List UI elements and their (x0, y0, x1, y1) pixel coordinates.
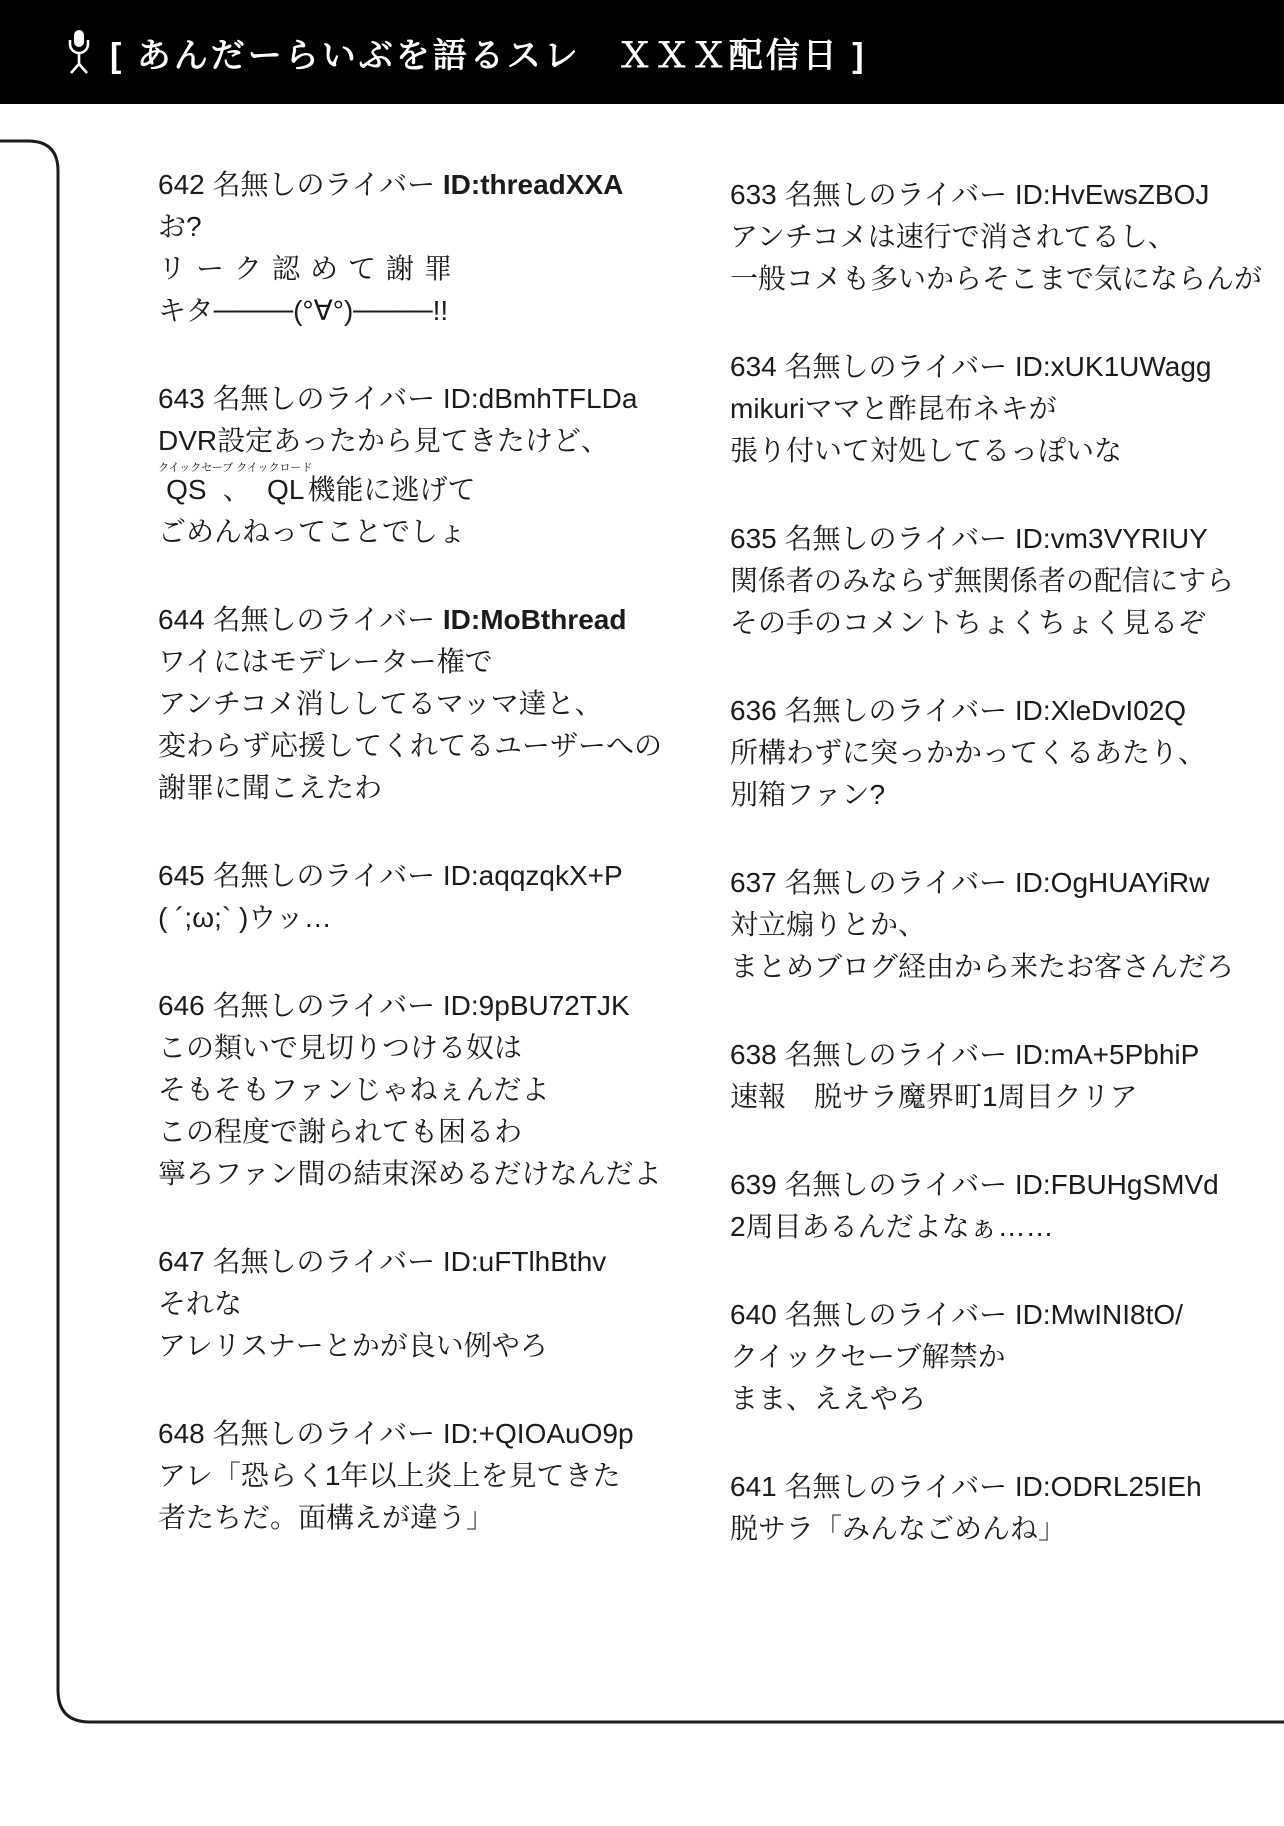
post (158, 164, 698, 332)
post-header (158, 855, 698, 897)
post (158, 1241, 698, 1367)
post-header (730, 690, 1284, 732)
post (730, 346, 1284, 472)
post-line: ( ´;ω;` )ウッ… (158, 902, 332, 933)
post-line: リーク認めて謝罪 (158, 253, 463, 284)
post-author: 名無しのライバー (776, 1039, 1015, 1070)
post (730, 1164, 1284, 1248)
post-line: お? (158, 211, 202, 242)
post (730, 690, 1284, 816)
post-number: 643 (158, 383, 205, 414)
post-line: 速報 脱サラ魔界町1周目クリア (730, 1081, 1138, 1112)
post-author: 名無しのライバー (776, 351, 1015, 382)
post-header (730, 862, 1284, 904)
post-line: クイックセーブ解禁か (730, 1341, 1006, 1372)
post-line: 別箱ファン? (730, 779, 886, 810)
microphone-icon (64, 28, 94, 76)
post-id: ID:XleDvI02Q (1014, 695, 1187, 726)
post-number: 645 (158, 860, 205, 891)
post (730, 1034, 1284, 1118)
post (730, 862, 1284, 988)
post-id: ID:uFTlhBthv (442, 1246, 607, 1277)
post-line: DVR設定あったから見てきたけど、 (158, 425, 609, 456)
post-line: 一般コメも多いからそこまで気にならんが (730, 263, 1263, 294)
post-author: 名無しのライバー (776, 695, 1015, 726)
post-number: 641 (730, 1471, 777, 1502)
post-author: 名無しのライバー (776, 523, 1015, 554)
post-line: まとめブログ経由から来たお客さんだろ (730, 951, 1235, 982)
post-header (730, 1034, 1284, 1076)
post (158, 1413, 698, 1539)
post-line: アンチコメ消ししてるマッマ達と、 (158, 688, 603, 719)
post-line: それな (158, 1288, 243, 1319)
post-author: 名無しのライバー (776, 867, 1015, 898)
post (158, 855, 698, 939)
post-line: ワイにはモデレーター権で (158, 646, 493, 677)
post-number: 648 (158, 1418, 205, 1449)
post-line: 脱サラ「みんなごめんね」 (730, 1513, 1067, 1544)
post-line: そもそもファンじゃねぇんだよ (158, 1074, 550, 1105)
post-line: アレリスナーとかが良い例やろ (158, 1330, 548, 1361)
post-id: ID:FBUHgSMVd (1014, 1169, 1219, 1200)
post-number: 647 (158, 1246, 205, 1277)
post-header (730, 174, 1284, 216)
post-line: その手のコメントちょくちょく見るぞ (730, 607, 1207, 638)
post-author: 名無しのライバー (204, 990, 443, 1021)
post-line: 関係者のみならず無関係者の配信にすら (730, 565, 1235, 596)
post-line: この類いで見切りつける奴は (158, 1032, 523, 1063)
header-bar (0, 0, 1284, 104)
post-id: ID:MwINI8tO/ (1014, 1299, 1183, 1330)
post-number: 644 (158, 604, 205, 635)
post-line: 2周目あるんだよなぁ…… (730, 1211, 1054, 1242)
post-line: ごめんねってことでしょ (158, 516, 467, 547)
post-header (158, 1241, 698, 1283)
post-header (730, 1164, 1284, 1206)
post-line: mikuriママと酢昆布ネキが (730, 393, 1057, 424)
post-header (158, 1413, 698, 1455)
post-author: 名無しのライバー (204, 1418, 443, 1449)
post-id: ID:aqqzqkX+P (442, 860, 623, 891)
post (730, 518, 1284, 644)
post-number: 646 (158, 990, 205, 1021)
post-line: QS、QLクイックセーブ クイックロード機能に逃げて (158, 462, 476, 505)
post-line: まま、ええやろ (730, 1383, 927, 1414)
post-line: 変わらず応援してくれてるユーザーへの (158, 730, 663, 761)
post-header (158, 985, 698, 1027)
post-header (730, 1466, 1284, 1508)
post-line: アンチコメは速行で消されてるし、 (730, 221, 1176, 252)
post-author: 名無しのライバー (204, 169, 443, 200)
post (730, 1294, 1284, 1420)
post-number: 639 (730, 1169, 777, 1200)
post-author: 名無しのライバー (204, 604, 443, 635)
post-id: ID:mA+5PbhiP (1014, 1039, 1200, 1070)
post-line: 謝罪に聞こえたわ (158, 772, 383, 803)
post-id: ID:ODRL25IEh (1014, 1471, 1202, 1502)
post-header (730, 346, 1284, 388)
post-id: ID:HvEwsZBOJ (1014, 179, 1210, 210)
post-id: ID:9pBU72TJK (442, 990, 630, 1021)
post-line: この程度で謝られても困るわ (158, 1116, 523, 1147)
post-number: 642 (158, 169, 205, 200)
post-number: 637 (730, 867, 777, 898)
post-header (158, 378, 698, 420)
post-line: 者たちだ。面構えが違う」 (158, 1502, 495, 1533)
post-id: ID:threadXXA (442, 169, 624, 200)
post (730, 174, 1284, 300)
post-id: ID:xUK1UWagg (1014, 351, 1212, 382)
post-line: アレ「恐らく1年以上炎上を見てきた (158, 1460, 621, 1491)
post-number: 638 (730, 1039, 777, 1070)
post-header (158, 599, 698, 641)
post-author: 名無しのライバー (204, 1246, 443, 1277)
post-line: キタ────(°∀°)────!! (158, 295, 449, 326)
post-header (158, 164, 698, 206)
post-id: ID:MoBthread (442, 604, 627, 635)
post-header (730, 518, 1284, 560)
post (158, 378, 698, 553)
post-id: ID:dBmhTFLDa (442, 383, 638, 414)
post-header (730, 1294, 1284, 1336)
post (158, 985, 698, 1195)
post-number: 633 (730, 179, 777, 210)
post-author: 名無しのライバー (776, 179, 1015, 210)
post-author: 名無しのライバー (204, 860, 443, 891)
post-line: 対立煽りとか、 (730, 909, 927, 940)
post-number: 635 (730, 523, 777, 554)
post-id: ID:+QIOAuO9p (442, 1418, 634, 1449)
posts-column-right (730, 104, 1284, 1596)
post-author: 名無しのライバー (776, 1471, 1015, 1502)
post-line: 寧ろファン間の結束深めるだけなんだよ (158, 1158, 662, 1189)
post-line: 所構わずに突っかかってくるあたり、 (730, 737, 1207, 768)
posts-column-left (158, 104, 698, 1585)
post-id: ID:OgHUAYiRw (1014, 867, 1210, 898)
post-line: 張り付いて対処してるっぽいな (730, 435, 1123, 466)
post-author: 名無しのライバー (776, 1299, 1015, 1330)
post-id: ID:vm3VYRIUY (1014, 523, 1208, 554)
thread-title: [ あんだーらいぶを語るスレ ＸＸＸ配信日 ] (110, 36, 867, 75)
post-number: 634 (730, 351, 777, 382)
post-author: 名無しのライバー (204, 383, 443, 414)
post (730, 1466, 1284, 1550)
post-author: 名無しのライバー (776, 1169, 1015, 1200)
post-number: 636 (730, 695, 777, 726)
post-number: 640 (730, 1299, 777, 1330)
post (158, 599, 698, 809)
